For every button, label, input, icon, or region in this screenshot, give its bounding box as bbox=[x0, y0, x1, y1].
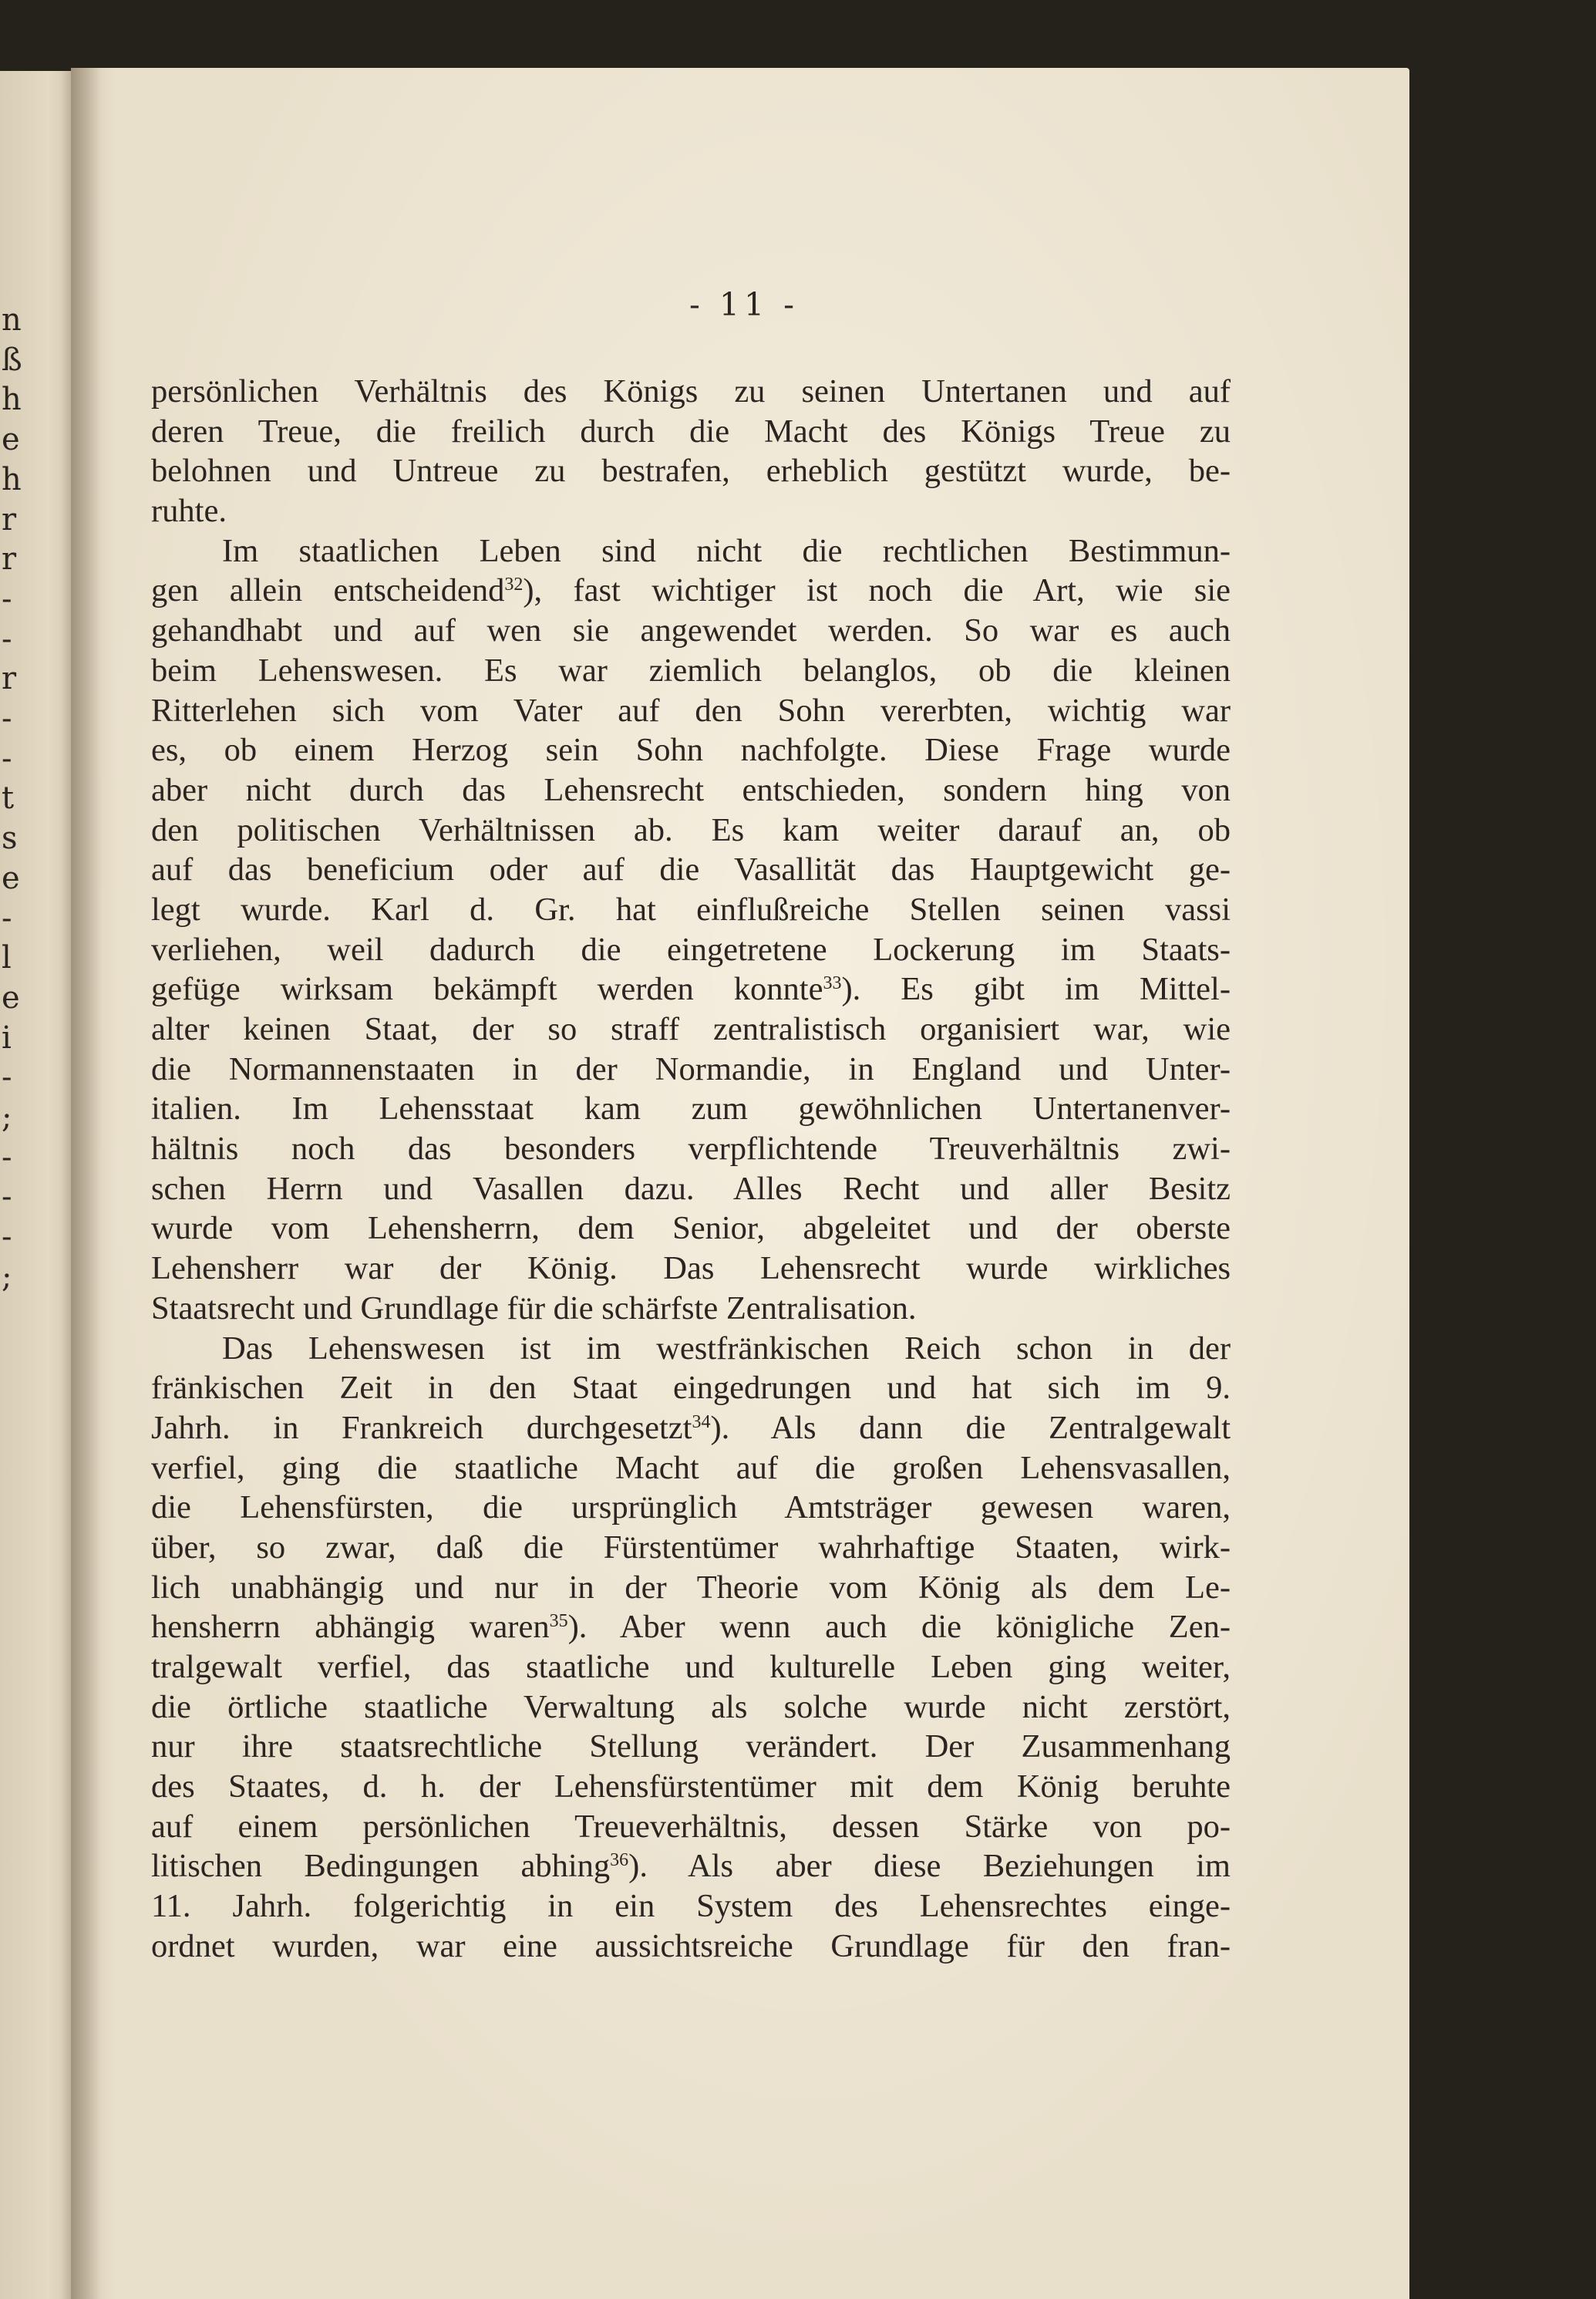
line-text-continuation: ). Es gibt im Mittel- bbox=[841, 971, 1231, 1008]
line-text: aber nicht durch das Lehensrecht entschieden, sondern hing von bbox=[151, 771, 1231, 808]
line-text: persönlichen Verhältnis des Königs zu seinen Untertanen und auf bbox=[151, 373, 1231, 410]
text-line bbox=[151, 890, 1231, 930]
previous-page-fragment: - bbox=[2, 900, 12, 936]
text-line bbox=[151, 611, 1231, 651]
footnote-marker: 32 bbox=[504, 575, 524, 595]
previous-page-fragment: t bbox=[2, 780, 15, 817]
previous-page-fragment: r bbox=[2, 661, 17, 697]
line-text: fränkischen Zeit in den Staat eingedrungen und hat sich im 9. bbox=[151, 1370, 1231, 1407]
text-line bbox=[151, 1488, 1231, 1528]
text-line bbox=[151, 691, 1231, 731]
text-line bbox=[151, 1528, 1231, 1568]
line-text: auf einem persönlichen Treueverhältnis, dessen Stärke von po- bbox=[151, 1808, 1231, 1845]
text-line bbox=[151, 1647, 1231, 1687]
previous-page-fragment: n bbox=[2, 302, 22, 338]
line-text: Im staatlichen Leben sind nicht die rechtlichen Bestimmun- bbox=[222, 532, 1231, 569]
page-number bbox=[71, 286, 1409, 323]
text-line bbox=[151, 850, 1231, 890]
text-line bbox=[151, 1089, 1231, 1129]
book-page bbox=[71, 68, 1409, 2299]
line-text: Ritterlehen sich vom Vater auf den Sohn vererbten, wichtig war bbox=[151, 692, 1231, 729]
previous-page-fragment: - bbox=[2, 1179, 12, 1215]
line-text: schen Herrn und Vasallen dazu. Alles Recht und aller Besitz bbox=[151, 1170, 1231, 1207]
text-line bbox=[151, 1368, 1231, 1408]
text-line bbox=[151, 811, 1231, 851]
text-line bbox=[151, 930, 1231, 970]
text-line bbox=[151, 451, 1231, 491]
page-number-text: - 11 - bbox=[689, 286, 799, 323]
text-line bbox=[151, 969, 1231, 1010]
text-line bbox=[151, 1767, 1231, 1807]
page-body-text bbox=[151, 372, 1231, 1967]
previous-page-text-fragments bbox=[2, 0, 32, 2299]
line-text: Staatsrecht und Grundlage für die schärfste Zentralisation. bbox=[151, 1289, 917, 1326]
line-text: die örtliche staatliche Verwaltung als solche wurde nicht zerstört, bbox=[151, 1688, 1231, 1725]
line-text: gehandhabt und auf wen sie angewendet werden. So war es auch bbox=[151, 612, 1231, 649]
previous-page-fragment: ß bbox=[2, 342, 22, 378]
line-text: hältnis noch das besonders verpflichtende Treuverhältnis zwi- bbox=[151, 1131, 1231, 1168]
line-text: tralgewalt verfiel, das staatliche und kulturelle Leben ging weiter, bbox=[151, 1649, 1231, 1685]
text-line bbox=[151, 372, 1231, 412]
line-text-continuation: ), fast wichtiger ist noch die Art, wie sie bbox=[523, 572, 1231, 609]
footnote-marker: 35 bbox=[549, 1611, 568, 1632]
text-line bbox=[151, 1807, 1231, 1847]
line-text: es, ob einem Herzog sein Sohn nachfolgte. Diese Frage wurde bbox=[151, 732, 1231, 769]
line-text: lich unabhängig und nur in der Theorie vom König als dem Le- bbox=[151, 1569, 1231, 1606]
line-text: verliehen, weil dadurch die eingetretene Lockerung im Staats- bbox=[151, 931, 1231, 968]
previous-page-fragment: ; bbox=[2, 1259, 12, 1295]
previous-page-fragment: e bbox=[2, 860, 20, 896]
text-line bbox=[151, 1607, 1231, 1647]
line-text: Das Lehenswesen ist im westfränkischen Reich schon in der bbox=[222, 1330, 1231, 1367]
text-line bbox=[151, 1687, 1231, 1728]
text-line bbox=[151, 412, 1231, 452]
line-text: ordnet wurden, war eine aussichtsreiche Grundlage für den fran- bbox=[151, 1927, 1231, 1964]
line-text: wurde vom Lehensherrn, dem Senior, abgeleitet und der oberste bbox=[151, 1210, 1231, 1247]
line-text: die Normannenstaaten in der Normandie, in England und Unter- bbox=[151, 1050, 1231, 1087]
line-text: belohnen und Untreue zu bestrafen, erheblich gestützt wurde, be- bbox=[151, 453, 1231, 490]
line-text: italien. Im Lehensstaat kam zum gewöhnlichen Untertanenver- bbox=[151, 1091, 1231, 1128]
line-text: Lehensherr war der König. Das Lehensrecht wurde wirkliches bbox=[151, 1250, 1231, 1287]
previous-page-fragment: - bbox=[2, 1219, 12, 1256]
line-text: den politischen Verhältnissen ab. Es kam weiter darauf an, ob bbox=[151, 811, 1231, 848]
previous-page-fragment: - bbox=[2, 581, 12, 617]
previous-page-fragment: i bbox=[2, 1020, 12, 1056]
text-line bbox=[151, 531, 1231, 571]
line-text-continuation: ). Als aber diese Beziehungen im bbox=[628, 1848, 1231, 1885]
previous-page-fragment: r bbox=[2, 501, 17, 538]
text-line bbox=[151, 1208, 1231, 1249]
line-text-continuation: ). Als dann die Zentralgewalt bbox=[710, 1409, 1231, 1446]
line-text: die Lehensfürsten, die ursprünglich Amtsträger gewesen waren, bbox=[151, 1489, 1231, 1526]
line-text: Jahrh. in Frankreich durchgesetzt bbox=[151, 1409, 692, 1446]
text-line bbox=[151, 1129, 1231, 1169]
text-line bbox=[151, 1568, 1231, 1608]
gutter-shadow bbox=[71, 68, 102, 2299]
line-text: beim Lehenswesen. Es war ziemlich belanglos, ob die kleinen bbox=[151, 652, 1231, 689]
line-text-continuation: ). Aber wenn auch die königliche Zen- bbox=[567, 1609, 1231, 1646]
text-line bbox=[151, 1886, 1231, 1927]
text-line bbox=[151, 1169, 1231, 1209]
footnote-marker: 33 bbox=[823, 973, 842, 994]
text-line bbox=[151, 1289, 1231, 1329]
previous-page-fragment: e bbox=[2, 422, 20, 458]
previous-page-fragment: - bbox=[2, 621, 12, 657]
text-line bbox=[151, 1249, 1231, 1289]
text-line bbox=[151, 1927, 1231, 1967]
text-line bbox=[151, 1329, 1231, 1369]
previous-page-fragment: s bbox=[2, 821, 18, 857]
footnote-marker: 34 bbox=[692, 1411, 711, 1432]
previous-page-fragment: r bbox=[2, 541, 17, 578]
text-line bbox=[151, 1408, 1231, 1448]
previous-page-fragment: h bbox=[2, 382, 22, 418]
text-line bbox=[151, 730, 1231, 770]
previous-page-fragment: e bbox=[2, 979, 20, 1016]
text-line bbox=[151, 571, 1231, 611]
text-line bbox=[151, 491, 1231, 531]
footnote-marker: 36 bbox=[610, 1850, 629, 1871]
previous-page-fragment: ; bbox=[2, 1100, 12, 1135]
line-text: ruhte. bbox=[151, 493, 227, 530]
line-text: legt wurde. Karl d. Gr. hat einflußreiche Stellen seinen vassi bbox=[151, 891, 1231, 928]
previous-page-fragment: - bbox=[2, 740, 12, 777]
previous-page-fragment: - bbox=[2, 1139, 12, 1175]
line-text: über, so zwar, daß die Fürstentümer wahrhaftige Staaten, wirk- bbox=[151, 1529, 1231, 1566]
text-line bbox=[151, 1846, 1231, 1886]
previous-page-fragment: - bbox=[2, 1060, 12, 1096]
line-text: 11. Jahrh. folgerichtig in ein System des Lehensrechtes einge- bbox=[151, 1888, 1231, 1925]
line-text: hensherrn abhängig waren bbox=[151, 1609, 550, 1646]
line-text: litischen Bedingungen abhing bbox=[151, 1848, 611, 1885]
text-line bbox=[151, 1050, 1231, 1090]
line-text: deren Treue, die freilich durch die Macht des Königs Treue zu bbox=[151, 413, 1231, 450]
line-text: gen allein entscheidend bbox=[151, 572, 505, 609]
line-text: verfiel, ging die staatliche Macht auf die großen Lehensvasallen, bbox=[151, 1449, 1231, 1486]
text-line bbox=[151, 770, 1231, 811]
text-line bbox=[151, 1010, 1231, 1050]
previous-page-fragment: h bbox=[2, 461, 22, 497]
line-text: nur ihre staatsrechtliche Stellung verändert. Der Zusammenhang bbox=[151, 1728, 1231, 1765]
line-text: gefüge wirksam bekämpft werden konnte bbox=[151, 971, 823, 1008]
previous-page-fragment: - bbox=[2, 701, 12, 737]
line-text: auf das beneficium oder auf die Vasallität das Hauptgewicht ge- bbox=[151, 851, 1231, 888]
line-text: des Staates, d. h. der Lehensfürstentümer mit dem König beruhte bbox=[151, 1768, 1231, 1805]
text-line bbox=[151, 651, 1231, 691]
text-line bbox=[151, 1448, 1231, 1488]
previous-page-fragment: l bbox=[2, 940, 12, 976]
line-text: alter keinen Staat, der so straff zentralistisch organisiert war, wie bbox=[151, 1011, 1231, 1047]
text-line bbox=[151, 1727, 1231, 1767]
